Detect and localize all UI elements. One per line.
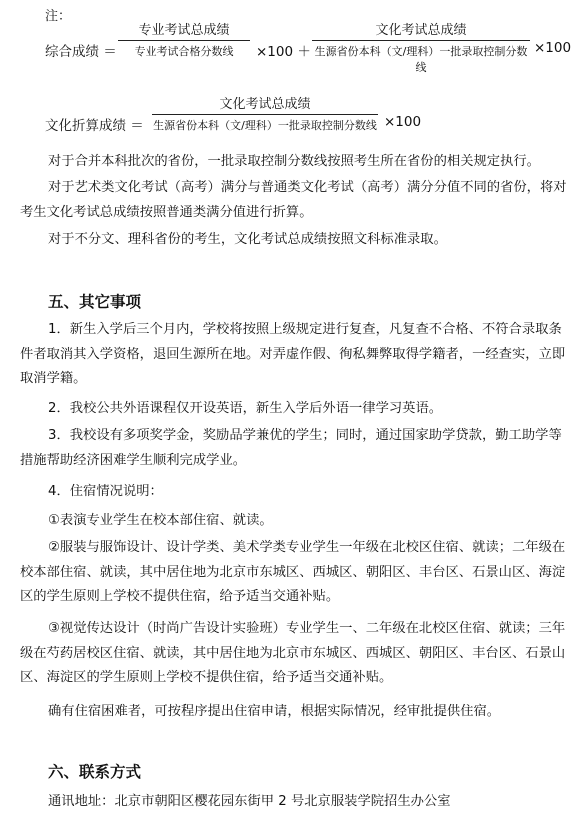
list-item: 4．住宿情况说明： — [48, 484, 163, 499]
list-item: 确有住宿困难者，可按程序提出住宿申请，根据实际情况，经审批提供住宿。 — [48, 704, 501, 719]
fraction-numerator: 文化考试总成绩 — [375, 23, 467, 38]
list-item: 1．新生入学后三个月内，学校将按照上级规定进行复查，凡复查不合格、不符合录取条件者取消其入学资格，退回生源所在地。对弄虚作假、徇私舞弊取得学籍者，一经查实，立即取消学籍。 — [20, 322, 566, 386]
note-paragraph: 对于合并本科批次的省份，一批录取控制分数线按照考生所在省份的相关规定执行。 — [48, 154, 540, 169]
list-item: 3．我校设有多项奖学金，奖励品学兼优的学生；同时，通过国家助学贷款，勤工助学等措施帮助经济困难学生顺利完成学业。 — [20, 428, 562, 468]
section-heading-other-matters: 五、其它事项 — [48, 293, 142, 311]
fraction-numerator: 专业考试总成绩 — [138, 23, 230, 38]
times-operator: ×100 — [384, 114, 422, 130]
composite-score-label: 综合成绩 ＝ — [45, 44, 117, 60]
fraction-denominator: 专业考试合格分数线 — [118, 40, 250, 60]
fraction-denominator: 生源省份本科（文/理科）一批录取控制分数线 — [152, 114, 378, 134]
converted-fraction — [152, 96, 378, 134]
section-heading-contact: 六、联系方式 — [48, 763, 142, 781]
fraction-numerator: 文化考试总成绩 — [219, 97, 311, 112]
fraction-denominator: 生源省份本科（文/理科）一批录取控制分数线 — [312, 40, 530, 76]
list-item: ②服装与服饰设计、设计学类、美术学类专业学生一年级在北校区住宿、就读；二年级在校本部住宿、就读，其中居住地为北京市东城区、西城区、朝阳区、丰台区、石景山区、海淀区的学生原则上学校不提供住宿，给予适当交通补贴。 — [20, 540, 566, 604]
composite-fraction-1 — [118, 22, 250, 60]
note-paragraph: 对于不分文、理科省份的考生，文化考试总成绩按照文科标准录取。 — [48, 232, 447, 247]
composite-fraction-2 — [312, 22, 530, 76]
list-item: ③视觉传达设计（时尚广告设计实验班）专业学生一、二年级在北校区住宿、就读；三年级在芍药居校区住宿、就读，其中居住地为北京市东城区、西城区、朝阳区、丰台区、石景山区、海淀区的学生原则上学校不提供住宿，给予适当交通补贴。 — [20, 621, 566, 685]
converted-score-label: 文化折算成绩 ＝ — [45, 118, 144, 134]
note-label: 注： — [45, 9, 72, 24]
times-plus-operator: ×100 ＋ — [256, 44, 311, 60]
note-paragraph: 对于艺术类文化考试（高考）满分与普通类文化考试（高考）满分分值不同的省份，将对考生文化考试总成绩按照普通类满分值进行折算。 — [20, 180, 567, 220]
list-item: 2．我校公共外语课程仅开设英语，新生入学后外语一律学习英语。 — [48, 401, 443, 416]
list-item: ①表演专业学生在校本部住宿、就读。 — [48, 513, 273, 528]
times-operator: ×100 — [534, 40, 572, 56]
contact-address: 通讯地址：北京市朝阳区樱花园东街甲 2 号北京服装学院招生办公室 — [48, 794, 451, 809]
